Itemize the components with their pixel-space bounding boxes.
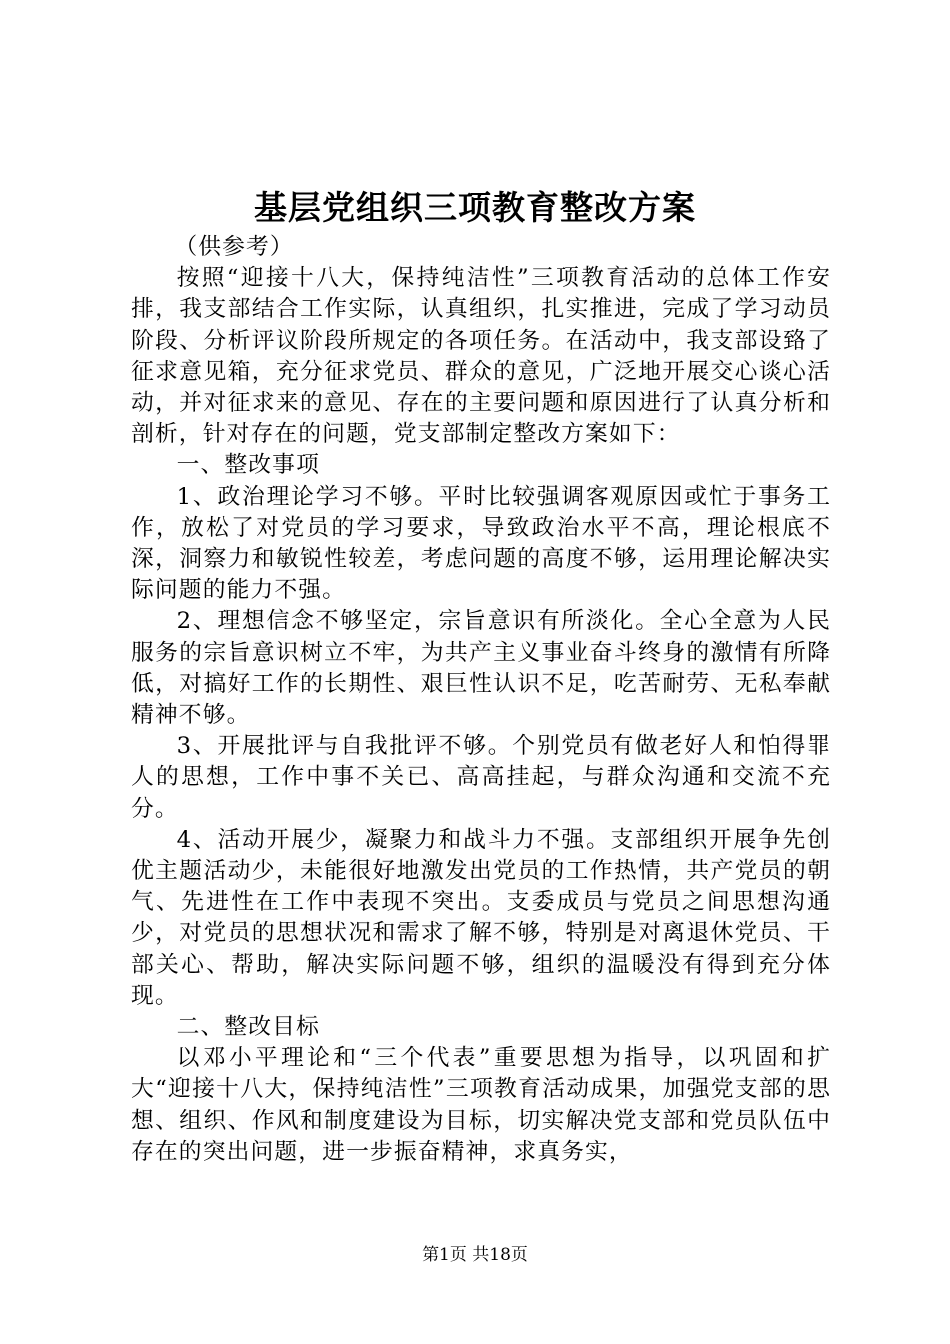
item-paragraph-3: 3、开展批评与自我批评不够。个别党员有做老好人和怕得罪人的思想，工作中事不关已、高高挂起，与群众沟通和交流不充分。 xyxy=(131,733,831,822)
reference-note: （供参考） xyxy=(174,234,294,260)
section-heading-rectification-items: 一、整改事项 xyxy=(176,452,320,479)
document-title: 基层党组织三项教育整改方案 xyxy=(254,188,696,227)
intro-paragraph: 按照“迎接十八大，保持纯洁性”三项教育活动的总体工作安排，我支部结合工作实际，认真组织，扎实推进，完成了学习动员阶段、分析评议阶段所规定的各项任务。在活动中，我支部设臵了征求意见箱，充分征求党员、群众的意见，广泛地开展交心谈心活动，并对征求来的意见、存在的主要问题和原因进行了认真分析和剖析，针对存在的问题，党支部制定整改方案如下： xyxy=(131,265,831,448)
page-number-footer: 第1页 共18页 xyxy=(422,1245,528,1265)
item-paragraph-1: 1、政治理论学习不够。平时比较强调客观原因或忙于事务工作，放松了对党员的学习要求，导致政治水平不高，理论根底不深，洞察力和敏锐性较差，考虑问题的高度不够，运用理论解决实际问题的能力不强。 xyxy=(131,483,831,604)
section-heading-rectification-goals: 二、整改目标 xyxy=(176,1014,320,1041)
document-body xyxy=(131,232,831,1168)
goals-paragraph: 以邓小平理论和“三个代表”重要思想为指导，以巩固和扩大“迎接十八大，保持纯洁性”三项教育活动成果，加强党支部的思想、组织、作风和制度建设为目标，切实解决党支部和党员队伍中存在的突出问题，进一步振奋精神，求真务实， xyxy=(131,1045,831,1165)
item-paragraph-4: 4、活动开展少，凝聚力和战斗力不强。支部组织开展争先创优主题活动少，未能很好地激发出党员的工作热情，共产党员的朝气、先进性在工作中表现不突出。支委成员与党员之间思想沟通少，对党员的思想状况和需求了解不够，特别是对离退休党员、干部关心、帮助，解决实际问题不够，组织的温暖没有得到充分体现。 xyxy=(131,826,831,1009)
item-paragraph-2: 2、理想信念不够坚定，宗旨意识有所淡化。全心全意为人民服务的宗旨意识树立不牢，为共产主义事业奋斗终身的激情有所降低，对搞好工作的长期性、艰巨性认识不足，吃苦耐劳、无私奉献精神不够。 xyxy=(131,608,831,729)
